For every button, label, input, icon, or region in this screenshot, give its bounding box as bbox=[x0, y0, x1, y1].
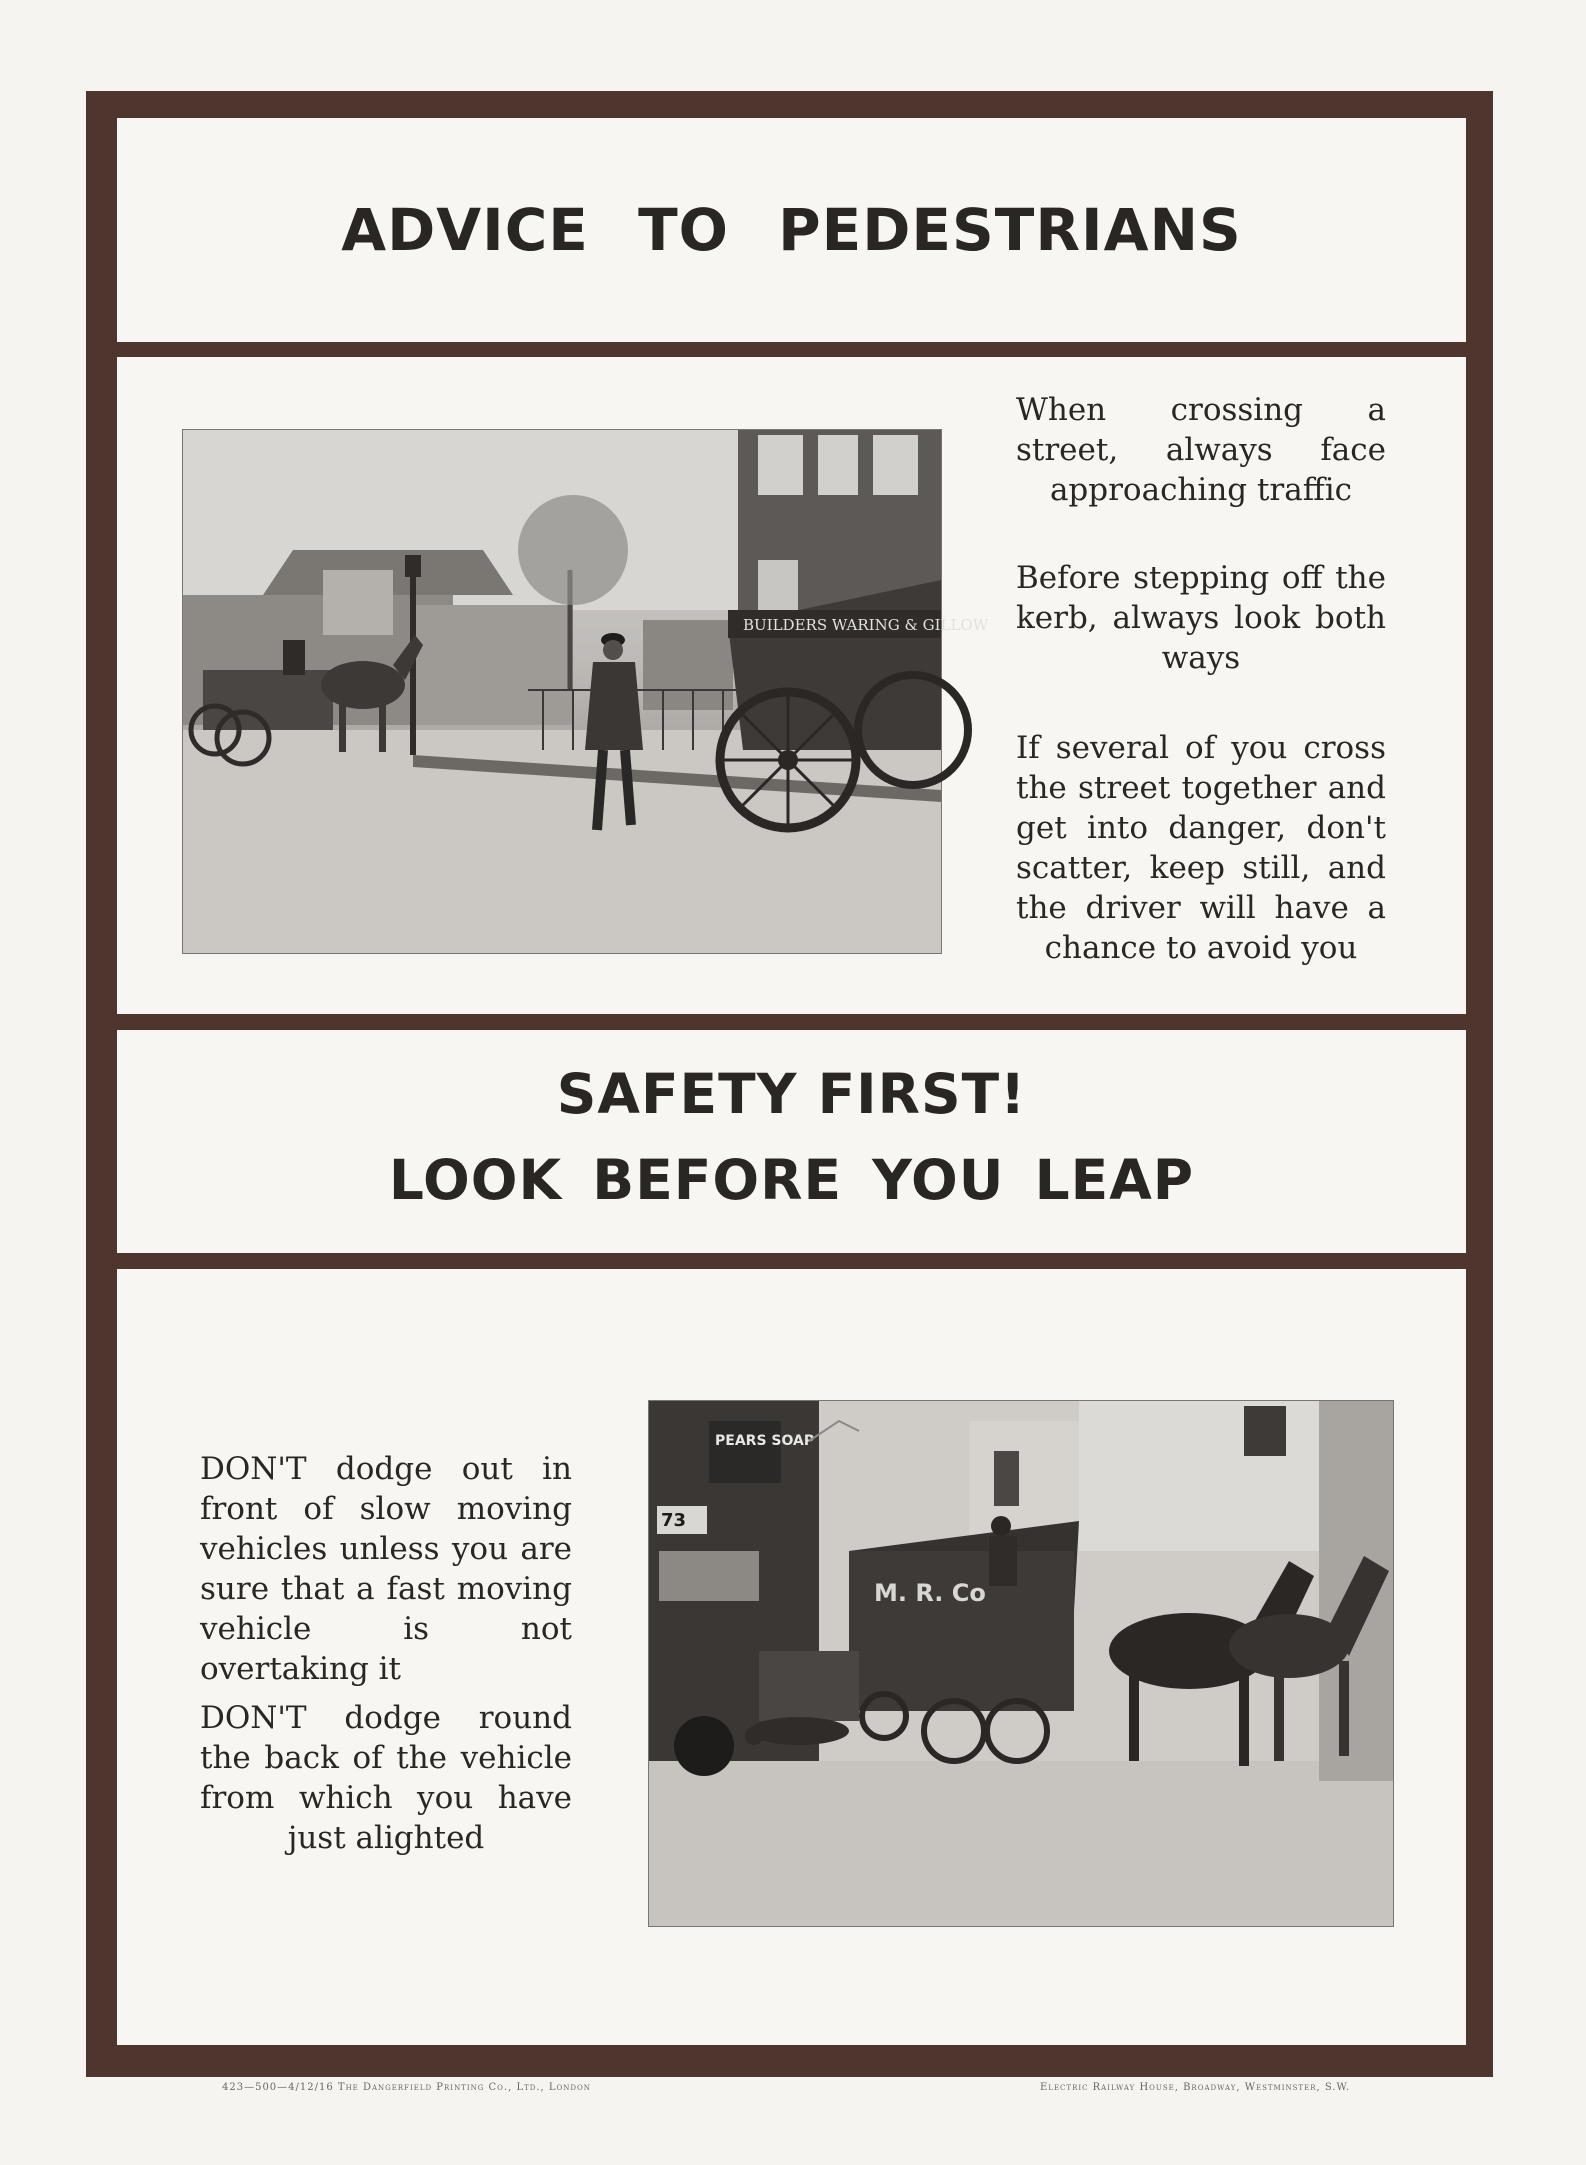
poster-title: ADVICE TO PEDESTRIANS bbox=[341, 196, 1242, 264]
advice-look-both-ways: Before stepping off the kerb, always look both ways bbox=[1016, 560, 1386, 676]
bus-route-number: 73 bbox=[661, 1510, 687, 1531]
title-panel bbox=[117, 118, 1466, 342]
slogan-look-before-you-leap: LOOK BEFORE YOU LEAP bbox=[388, 1148, 1195, 1212]
dont-dodge-out: DON'T dodge out in front of slow moving vehicles unless you are sure that a fast moving vehicle is not overtaking it bbox=[200, 1451, 572, 1687]
dont-dodge-round: DON'T dodge round the back of the vehicle from which you have just alighted bbox=[200, 1700, 572, 1856]
horse-van-accident-photo bbox=[648, 1400, 1394, 1927]
printer-imprint: 423—500—4/12/16 The Dangerfield Printing Co., Ltd., London bbox=[222, 2082, 591, 2093]
street-crossing-photo-art bbox=[183, 430, 989, 953]
van-company-mark: M. R. Co bbox=[874, 1579, 986, 1607]
slogan-safety-first: SAFETY FIRST! bbox=[556, 1062, 1027, 1126]
horse-van-accident-photo-art bbox=[649, 1401, 1393, 1926]
advice-face-traffic: When crossing a street, always face approaching traffic bbox=[1016, 392, 1386, 508]
waring-gillow-sign: BUILDERS WARING & GILLOW bbox=[743, 616, 989, 634]
slogan-panel bbox=[117, 1030, 1466, 1253]
advice-keep-still: If several of you cross the street together and get into danger, don't scatter, keep still, and the driver will have a chance to avoid you bbox=[1016, 730, 1386, 966]
publisher-address: Electric Railway House, Broadway, Westminster, S.W. bbox=[1040, 2082, 1351, 2093]
pears-soap-ad: PEARS SOAP bbox=[715, 1433, 815, 1449]
street-crossing-photo bbox=[182, 429, 989, 954]
